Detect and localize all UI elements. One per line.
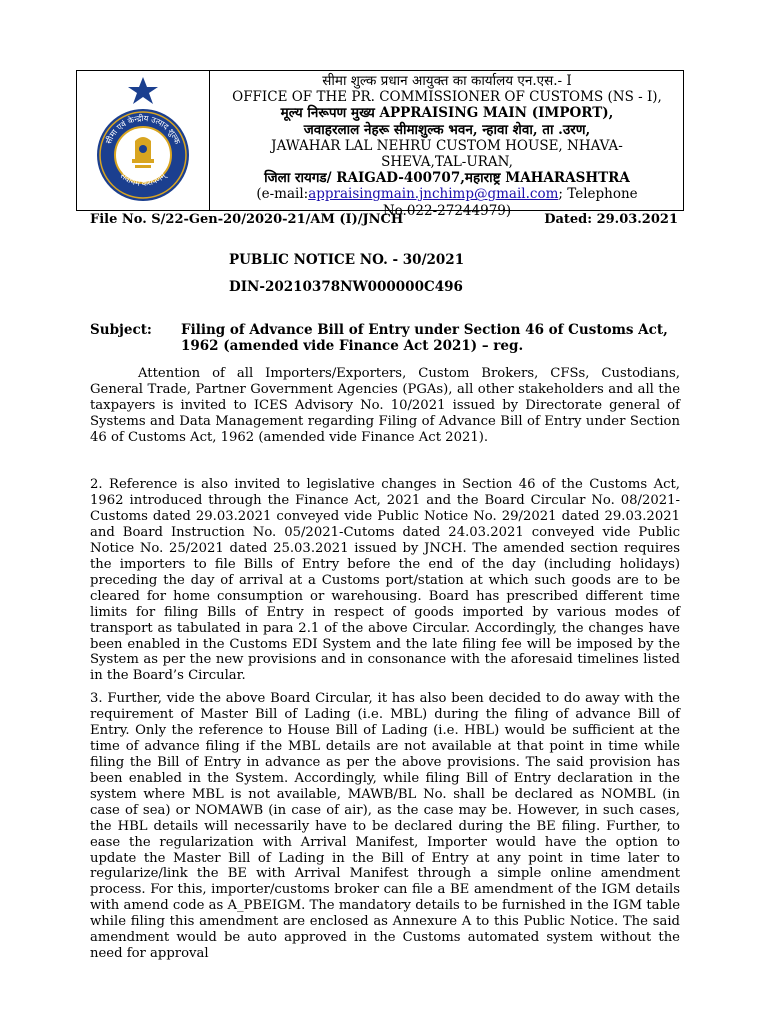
- head-line-custom-house: JAWAHAR LAL NEHRU CUSTOM HOUSE, NHAVA-: [271, 137, 623, 154]
- head-line-appraising: मूल्य निरूपण मुख्य APPRAISING MAIN (IMPORT),: [280, 105, 614, 122]
- subject-text: Filing of Advance Bill of Entry under Section 46 of Customs Act, 1962 (amended vide Finance Act 2021) – reg.: [181, 322, 668, 354]
- notice-title: PUBLIC NOTICE NO. - 30/2021: [229, 252, 465, 268]
- email-link[interactable]: appraisingmain.jnchimp@gmail.com: [308, 186, 559, 203]
- paragraph-2: 2. Reference is also invited to legislative changes in Section 46 of the Customs Act, 1962 introduced through the Finance Act, 2021 and the Board Circular No. 08/2021-Customs dated 29.03.2021 conveyed vide Public Notice No. 29/2021 dated 29.03.2021 and Board Instruction No. 05/2021-Cutoms dated 24.03.2021 conveyed vide Public Notice No. 25/2021 dated 25.03.2021 issued by JNCH. The amended section requires the importers to file Bills of Entry before the end of the day (including holidays) preceding the day of arrival at a Customs port/station at which such goods are to be cleared for home consumption or warehousing. Board has prescribed different time limits for filing Bills of Entry in respect of goods imported by various modes of transport as tabulated in para 2.1 of the above Circular. Accordingly, the changes have been enabled in the Customs EDI System and the late filing fee will be imposed by the System as per the new provisions and in consonance with the aforesaid timelines listed in the Board’s Circular.: [90, 477, 680, 684]
- head-line-contact: [211, 186, 683, 202]
- head-line-hindi-address: जवाहरलाल नेहरू सीमाशुल्क भवन, न्हावा शेवा, ता .उरण,: [303, 121, 591, 138]
- star-icon: [128, 77, 158, 104]
- file-number: File No. S/22-Gen-20/2020-21/AM (I)/JNCH: [90, 212, 404, 227]
- head-line-hindi-1: सीमा शुल्क प्रधान आयुक्त का कार्यालय एन.एस.- I: [322, 73, 572, 89]
- letterhead-text: [211, 73, 683, 219]
- head-line-office: OFFICE OF THE PR. COMMISSIONER OF CUSTOMS (NS - I),: [232, 89, 662, 106]
- telephone-label: ; Telephone: [558, 186, 638, 203]
- emblem-bottom-text: सेवार्थम करार्पणम्: [118, 171, 168, 189]
- paragraph-3: 3. Further, vide the above Board Circular, it has also been decided to do away with the requirement of Master Bill of Lading (i.e. MBL) during the filing of advance Bill of Entry. Only the reference to House Bill of Lading (i.e. HBL) would be sufficient at the time of advance filing if the MBL details are not available at that point in time while filing the Bill of Entry in advance as per the above provisions. The said provision has been enabled in the System. Accordingly, while filing Bill of Entry declaration in the system where MBL is not available, MAWB/BL No. shall be declared as NOMBL (in case of sea) or NOMAWB (in case of air), as the case may be. However, in such cases, the HBL details will necessarily have to be declared during the BE filing. Further, to ease the regularization with Arrival Manifest, Importer would have the option to update the Master Bill of Lading in the Bill of Entry at any point in time later to regularize/link the BE with Arrival Manifest through a simple online amendment process. For this, importer/customs broker can file a BE amendment of the IGM details with amend code as A_PBEIGM. The mandatory details to be furnished in the IGM table while filing this amendment are enclosed as Annexure A to this Public Notice. The said amendment would be auto approved in the Customs automated system without the need for approval: [90, 691, 680, 962]
- head-line-raigad: जिला रायगड/ RAIGAD-400707,महाराष्ट्र MAHARASHTRA: [264, 170, 630, 187]
- customs-emblem-icon: [91, 75, 195, 207]
- subject-label: Subject:: [90, 322, 152, 338]
- letterhead-box: [76, 70, 684, 219]
- emblem-top-text: सीमा एवं केन्द्रीय उत्पाद शुल्क: [104, 113, 182, 146]
- head-line-telephone: No.022-27244979): [382, 202, 512, 219]
- din-number: DIN-20210378NW000000C496: [229, 279, 463, 295]
- paragraph-1: Attention of all Importers/Exporters, Custom Brokers, CFSs, Custodians, General Trade, Partner Government Agencies (PGAs), all other stakeholders and all the taxpayers is invited to ICES Advisory No. 10/2021 issued by Directorate general of Systems and Data Management regarding Filing of Advance Bill of Entry under Section 46 of Customs Act, 1962 (amended vide Finance Act 2021).: [90, 366, 680, 445]
- file-line: [90, 212, 678, 227]
- logo-cell: [77, 71, 210, 210]
- date: Dated: 29.03.2021: [544, 212, 678, 227]
- head-line-sheva: SHEVA,TAL-URAN,: [381, 154, 513, 171]
- email-prefix: (e-mail:: [256, 186, 309, 203]
